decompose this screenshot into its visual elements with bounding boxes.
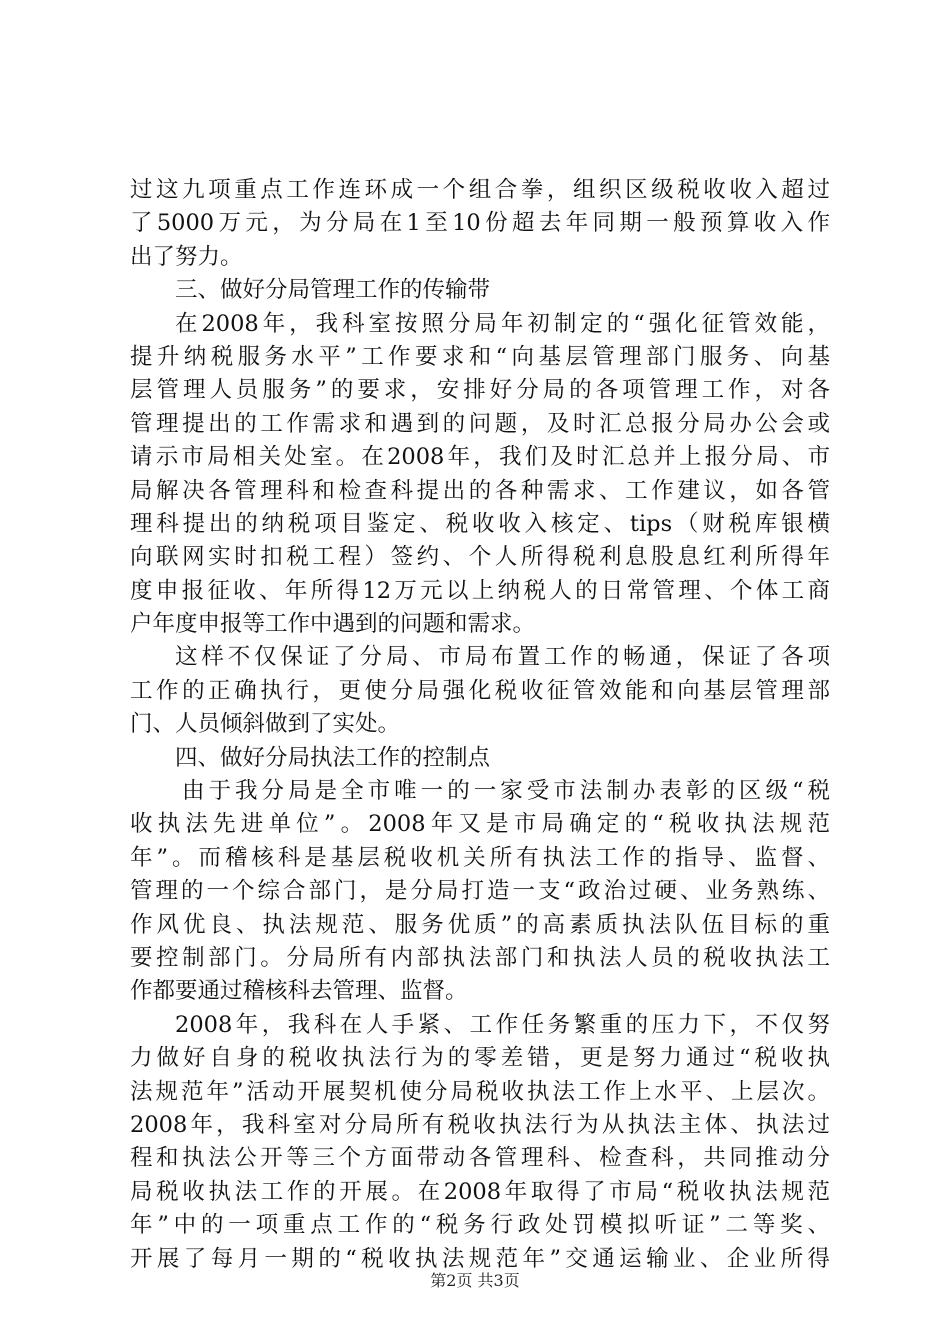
text-line: 管理提出的工作需求和遇到的问题，及时汇总报分局办公会或 <box>130 410 830 437</box>
text-line: 过这九项重点工作连环成一个组合拳，组织区级税收收入超过 <box>130 177 830 203</box>
text-line: 户年度申报等工作中遇到的问题和需求。 <box>130 611 536 638</box>
page-number-footer: 第2页 共3页 <box>430 1271 520 1290</box>
text-line: 2008年，我科在人手紧、工作任务繁重的压力下，不仅努 <box>175 1011 830 1038</box>
text-line: 提升纳税服务水平”工作要求和“向基层管理部门服务、向基 <box>130 343 830 370</box>
text-line: 工作的正确执行，更使分局强化税收征管效能和向基层管理部 <box>130 677 830 704</box>
text-line: 了5000万元，为分局在1至10份超去年同期一般预算收入作 <box>130 210 830 237</box>
text-line: 门、人员倾斜做到了实处。 <box>130 711 401 738</box>
text-line: 出了努力。 <box>130 243 243 270</box>
text-line: 局解决各管理科和检查科提出的各种需求、工作建议，如各管 <box>130 477 830 504</box>
text-line: 理科提出的纳税项目鉴定、税收收入核定、tips（财税库银横 <box>130 510 830 537</box>
text-line: 管理的一个综合部门，是分局打造一支“政治过硬、业务熟练、 <box>130 878 830 905</box>
text-line: 向联网实时扣税工程）签约、个人所得税利息股息红利所得年 <box>130 544 830 571</box>
text-line: 这样不仅保证了分局、市局布置工作的畅通，保证了各项 <box>175 644 830 671</box>
text-line: 程和执法公开等三个方面带动各管理科、检查科，共同推动分 <box>130 1145 830 1172</box>
text-line: 局税收执法工作的开展。在2008年取得了市局“税收执法规范 <box>130 1178 830 1205</box>
text-line: 2008年，我科室对分局所有税收执法行为从执法主体、执法过 <box>130 1111 830 1138</box>
text-line: 力做好自身的税收执法行为的零差错，更是努力通过“税收执 <box>130 1045 830 1072</box>
section-heading: 三、做好分局管理工作的传输带 <box>175 277 491 304</box>
text-line: 由于我分局是全市唯一的一家受市法制办表彰的区级“税 <box>182 778 830 805</box>
text-line: 年”中的一项重点工作的“税务行政处罚模拟听证”二等奖、 <box>130 1212 830 1239</box>
text-line: 年”。而稽核科是基层税收机关所有执法工作的指导、监督、 <box>130 844 830 871</box>
text-line: 度申报征收、年所得12万元以上纳税人的日常管理、个体工商 <box>130 577 830 604</box>
text-line: 要控制部门。分局所有内部执法部门和执法人员的税收执法工 <box>130 944 830 971</box>
text-line: 请示市局相关处室。在2008年，我们及时汇总并上报分局、市 <box>130 444 830 471</box>
text-line: 开展了每月一期的“税收执法规范年”交通运输业、企业所得 <box>130 1245 830 1272</box>
text-line: 收执法先进单位”。2008年又是市局确定的“税收执法规范 <box>130 811 830 838</box>
text-line: 作风优良、执法规范、服务优质”的高素质执法队伍目标的重 <box>130 911 830 938</box>
section-heading: 四、做好分局执法工作的控制点 <box>175 744 491 771</box>
document-body <box>130 174 830 1276</box>
text-line: 层管理人员服务”的要求，安排好分局的各项管理工作，对各 <box>130 377 830 404</box>
text-line: 法规范年”活动开展契机使分局税收执法工作上水平、上层次。 <box>130 1078 830 1105</box>
text-line: 在2008年，我科室按照分局年初制定的“强化征管效能， <box>175 310 830 337</box>
text-line: 作都要通过稽核科去管理、监督。 <box>130 978 468 1005</box>
